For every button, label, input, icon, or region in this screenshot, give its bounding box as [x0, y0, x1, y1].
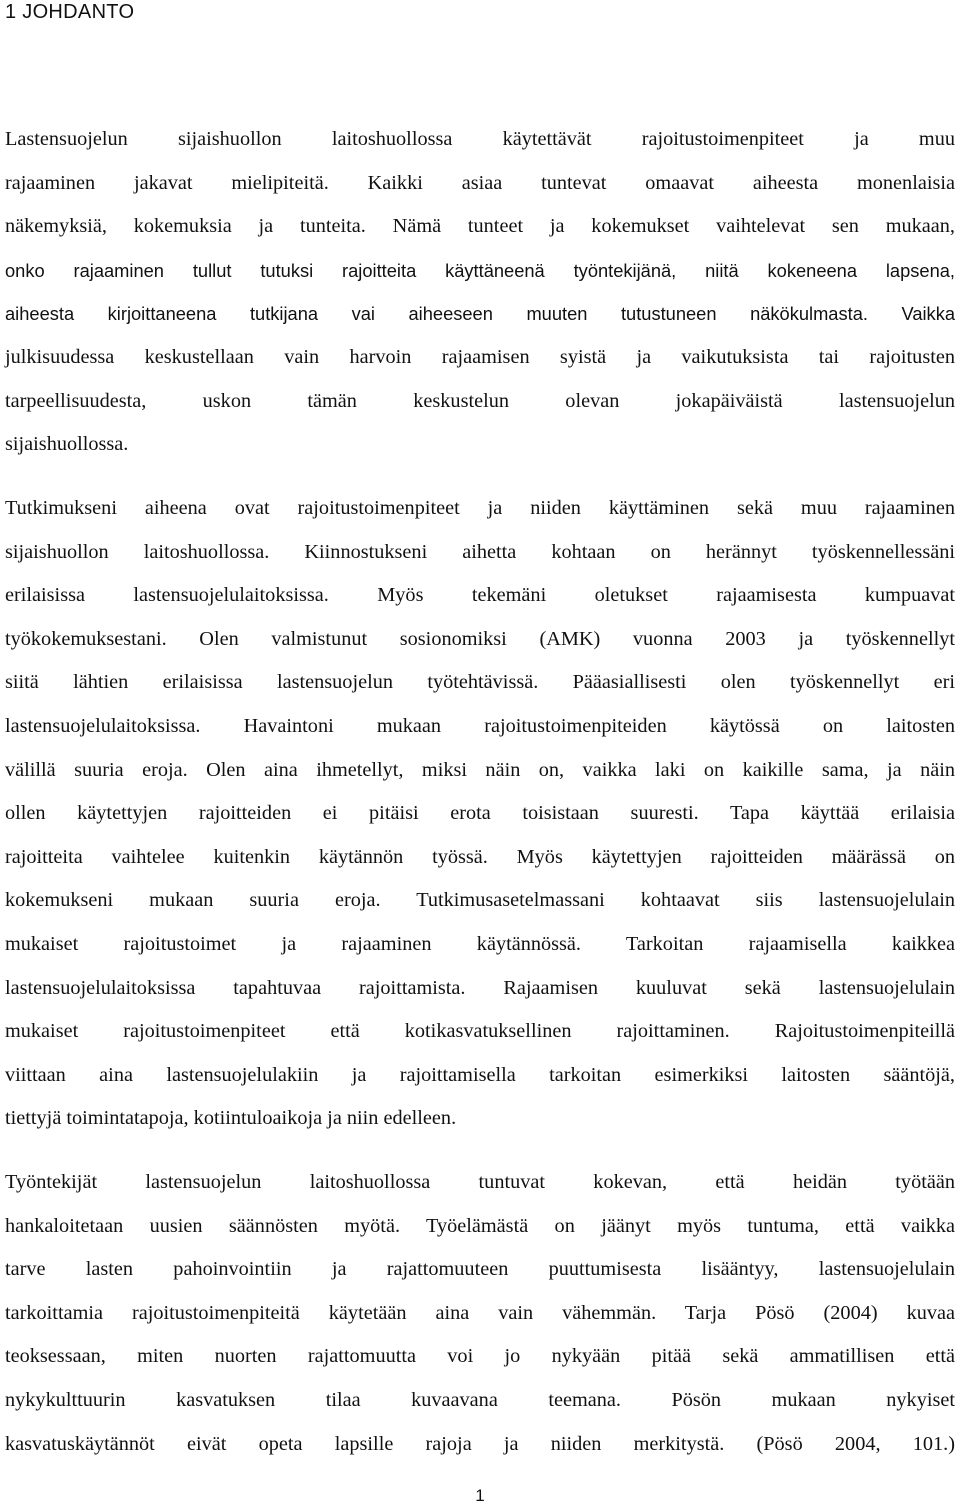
text-line: lastensuojelulaitoksissa tapahtuvaa rajoittamista. Rajaamisen kuuluvat sekä lastensuojelulain	[5, 976, 955, 999]
paragraph-2	[5, 487, 955, 1141]
text-line: tarkoittamia rajoitustoimenpiteitä käytetään aina vain vähemmän. Tarja Pösö (2004) kuvaa	[5, 1301, 955, 1324]
text-line: rajoitteita vaihtelee kuitenkin käytännön työssä. Myös käytettyjen rajoitteiden määrässä on	[5, 845, 955, 868]
text-line: erilaisissa lastensuojelulaitoksissa. Myös tekemäni oletukset rajaamisesta kumpuavat	[5, 584, 955, 607]
text-line: mukaiset rajoitustoimet ja rajaaminen käytännössä. Tarkoitan rajaamisella kaikkea	[5, 932, 955, 955]
text-line: onko rajaaminen tullut tutuksi rajoitteita käyttäneenä työntekijänä, niitä kokeneena lapsena,	[5, 259, 955, 281]
text-line: välillä suuria eroja. Olen aina ihmetellyt, miksi näin on, vaikka laki on kaikille sama, ja näin	[5, 758, 955, 781]
text-line: työkokemuksestani. Olen valmistunut sosionomiksi (AMK) vuonna 2003 ja työskennellyt	[5, 627, 955, 650]
text-line: ollen käytettyjen rajoitteiden ei pitäisi erota toisistaan suuresti. Tapa käyttää erilaisia	[5, 802, 955, 825]
page-number: 1	[475, 1486, 485, 1505]
text-line: sijaishuollon laitoshuollossa. Kiinnostukseni aihetta kohtaan on herännyt työskennellessäni	[5, 540, 955, 563]
text-line: tiettyjä toimintatapoja, kotiintuloaikoja ja niin edelleen.	[5, 1107, 457, 1130]
text-line: nykykulttuurin kasvatuksen tilaa kuvaavana teemana. Pösön mukaan nykyiset	[5, 1388, 955, 1411]
text-line: Lastensuojelun sijaishuollon laitoshuollossa käytettävät rajoitustoimenpiteet ja muu	[5, 128, 955, 150]
text-line: mukaiset rajoitustoimenpiteet että kotikasvatuksellinen rajoittaminen. Rajoitustoimenpiteillä	[5, 1020, 955, 1043]
text-line: kokemukseni mukaan suuria eroja. Tutkimusasetelmassani kohtaavat siis lastensuojelulain	[5, 889, 955, 912]
text-line: sijaishuollossa.	[5, 433, 129, 456]
text-line: lastensuojelulaitoksissa. Havaintoni mukaan rajoitustoimenpiteiden käytössä on laitosten	[5, 714, 955, 737]
paragraph-3	[5, 1161, 955, 1466]
text-line: viittaan aina lastensuojelulakiin ja rajoittamisella tarkoitan esimerkiksi laitosten sääntöjä,	[5, 1063, 955, 1086]
text-line: teoksessaan, miten nuorten rajattomuutta voi jo nykyään pitää sekä ammatillisen että	[5, 1345, 955, 1368]
text-line: näkemyksiä, kokemuksia ja tunteita. Nämä tunteet ja kokemukset vaihtelevat sen mukaan,	[5, 215, 955, 238]
paragraph-1	[5, 118, 955, 467]
text-line: aiheesta kirjoittaneena tutkijana vai aiheeseen muuten tutustuneen näkökulmasta. Vaikka	[5, 303, 955, 325]
text-line: kasvatuskäytännöt eivät opeta lapsille rajoja ja niiden merkitystä. (Pösö 2004, 101.)	[5, 1432, 955, 1455]
text-line: hankaloitetaan uusien säännösten myötä. Työelämästä on jäänyt myös tuntuma, että vaikka	[5, 1214, 955, 1237]
text-line: siitä lähtien erilaisissa lastensuojelun työtehtävissä. Pääasiallisesti olen työskennellyt eri	[5, 671, 955, 694]
text-line: tarve lasten pahoinvointiin ja rajattomuuteen puuttumisesta lisääntyy, lastensuojelulain	[5, 1258, 955, 1281]
chapter-heading: 1 JOHDANTO	[5, 1, 135, 23]
text-line: Työntekijät lastensuojelun laitoshuollossa tuntuvat kokevan, että heidän työtään	[5, 1171, 955, 1193]
text-line: julkisuudessa keskustellaan vain harvoin rajaamisen syistä ja vaikutuksista tai rajoitusten	[5, 345, 955, 368]
text-line: rajaaminen jakavat mielipiteitä. Kaikki asiaa tuntevat omaavat aiheesta monenlaisia	[5, 171, 955, 194]
text-line: Tutkimukseni aiheena ovat rajoitustoimenpiteet ja niiden käyttäminen sekä muu rajaaminen	[5, 497, 955, 519]
text-line: tarpeellisuudesta, uskon tämän keskustelun olevan jokapäiväistä lastensuojelun	[5, 389, 955, 412]
